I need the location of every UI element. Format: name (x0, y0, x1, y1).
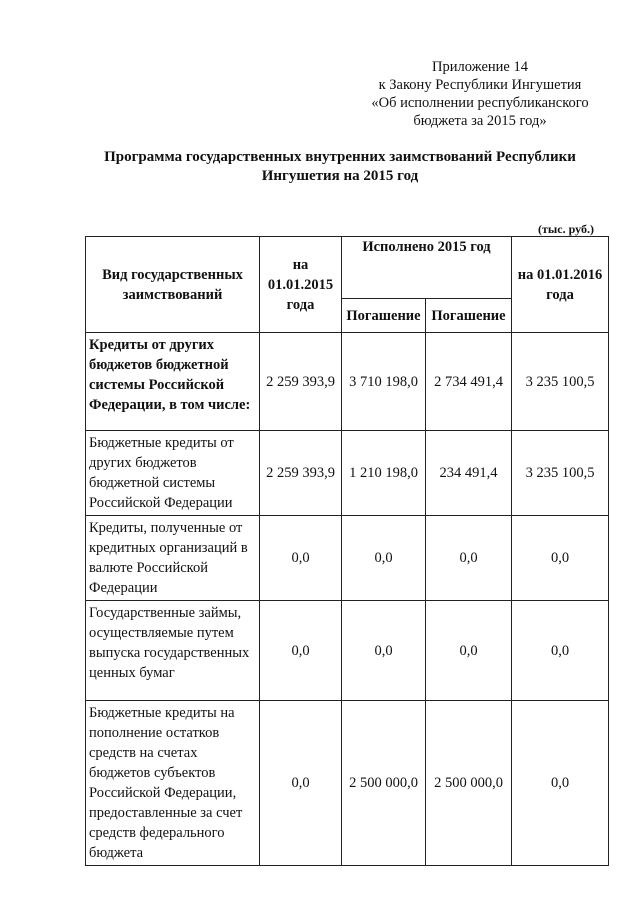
table-row (86, 431, 609, 516)
title-line: Ингушетия на 2015 год (261, 168, 419, 184)
document-title (70, 148, 610, 186)
appendix-line: к Закону Республики Ингушетия (378, 77, 582, 93)
header-executed: Исполнено 2015 год (342, 237, 512, 299)
row-col3-value: 2 734 491,4 (426, 333, 512, 431)
appendix-line: Приложение 14 (432, 59, 528, 75)
row-name: Кредиты от других бюджетов бюджетной системы Российской Федерации, в том числе: (86, 333, 260, 431)
row-col2-value: 3 710 198,0 (342, 333, 426, 431)
row-col2-value: 0,0 (342, 601, 426, 701)
row-start-value: 0,0 (260, 601, 342, 701)
row-col3-value: 0,0 (426, 601, 512, 701)
row-end-value: 0,0 (512, 701, 609, 866)
row-col2-value: 0,0 (342, 516, 426, 601)
row-name: Бюджетные кредиты на пополнение остатков средств на счетах бюджетов субъектов Российской Федерации, предоставленные за счет средств федерального бюджета (86, 701, 260, 866)
table-row (86, 701, 609, 866)
table-row (86, 516, 609, 601)
row-name: Кредиты, полученные от кредитных организаций в валюте Российской Федерации (86, 516, 260, 601)
row-col3-value: 2 500 000,0 (426, 701, 512, 866)
appendix-line: бюджета за 2015 год» (413, 113, 547, 129)
row-col2-value: 1 210 198,0 (342, 431, 426, 516)
header-type: Вид государственных заимствований (86, 237, 260, 333)
row-col2-value: 2 500 000,0 (342, 701, 426, 866)
row-end-value: 0,0 (512, 516, 609, 601)
table-row (86, 333, 609, 431)
table-row (86, 601, 609, 701)
row-name: Бюджетные кредиты от других бюджетов бюджетной системы Российской Федерации (86, 431, 260, 516)
row-start-value: 2 259 393,9 (260, 333, 342, 431)
row-col3-value: 234 491,4 (426, 431, 512, 516)
row-end-value: 3 235 100,5 (512, 333, 609, 431)
borrowings-table (85, 236, 609, 866)
header-end: на 01.01.2016 года (512, 237, 609, 333)
appendix-line: «Об исполнении республиканского (371, 95, 589, 111)
row-end-value: 0,0 (512, 601, 609, 701)
unit-label: (тыс. руб.) (538, 222, 594, 236)
header-repay-1: Погашение (342, 299, 426, 333)
appendix-header (360, 58, 600, 130)
row-start-value: 2 259 393,9 (260, 431, 342, 516)
header-start: на 01.01.2015 года (260, 237, 342, 333)
row-col3-value: 0,0 (426, 516, 512, 601)
title-line: Программа государственных внутренних заимствований Республики (104, 149, 576, 165)
row-name: Государственные займы, осуществляемые путем выпуска государственных ценных бумаг (86, 601, 260, 701)
row-end-value: 3 235 100,5 (512, 431, 609, 516)
row-start-value: 0,0 (260, 701, 342, 866)
row-start-value: 0,0 (260, 516, 342, 601)
header-repay-2: Погашение (426, 299, 512, 333)
